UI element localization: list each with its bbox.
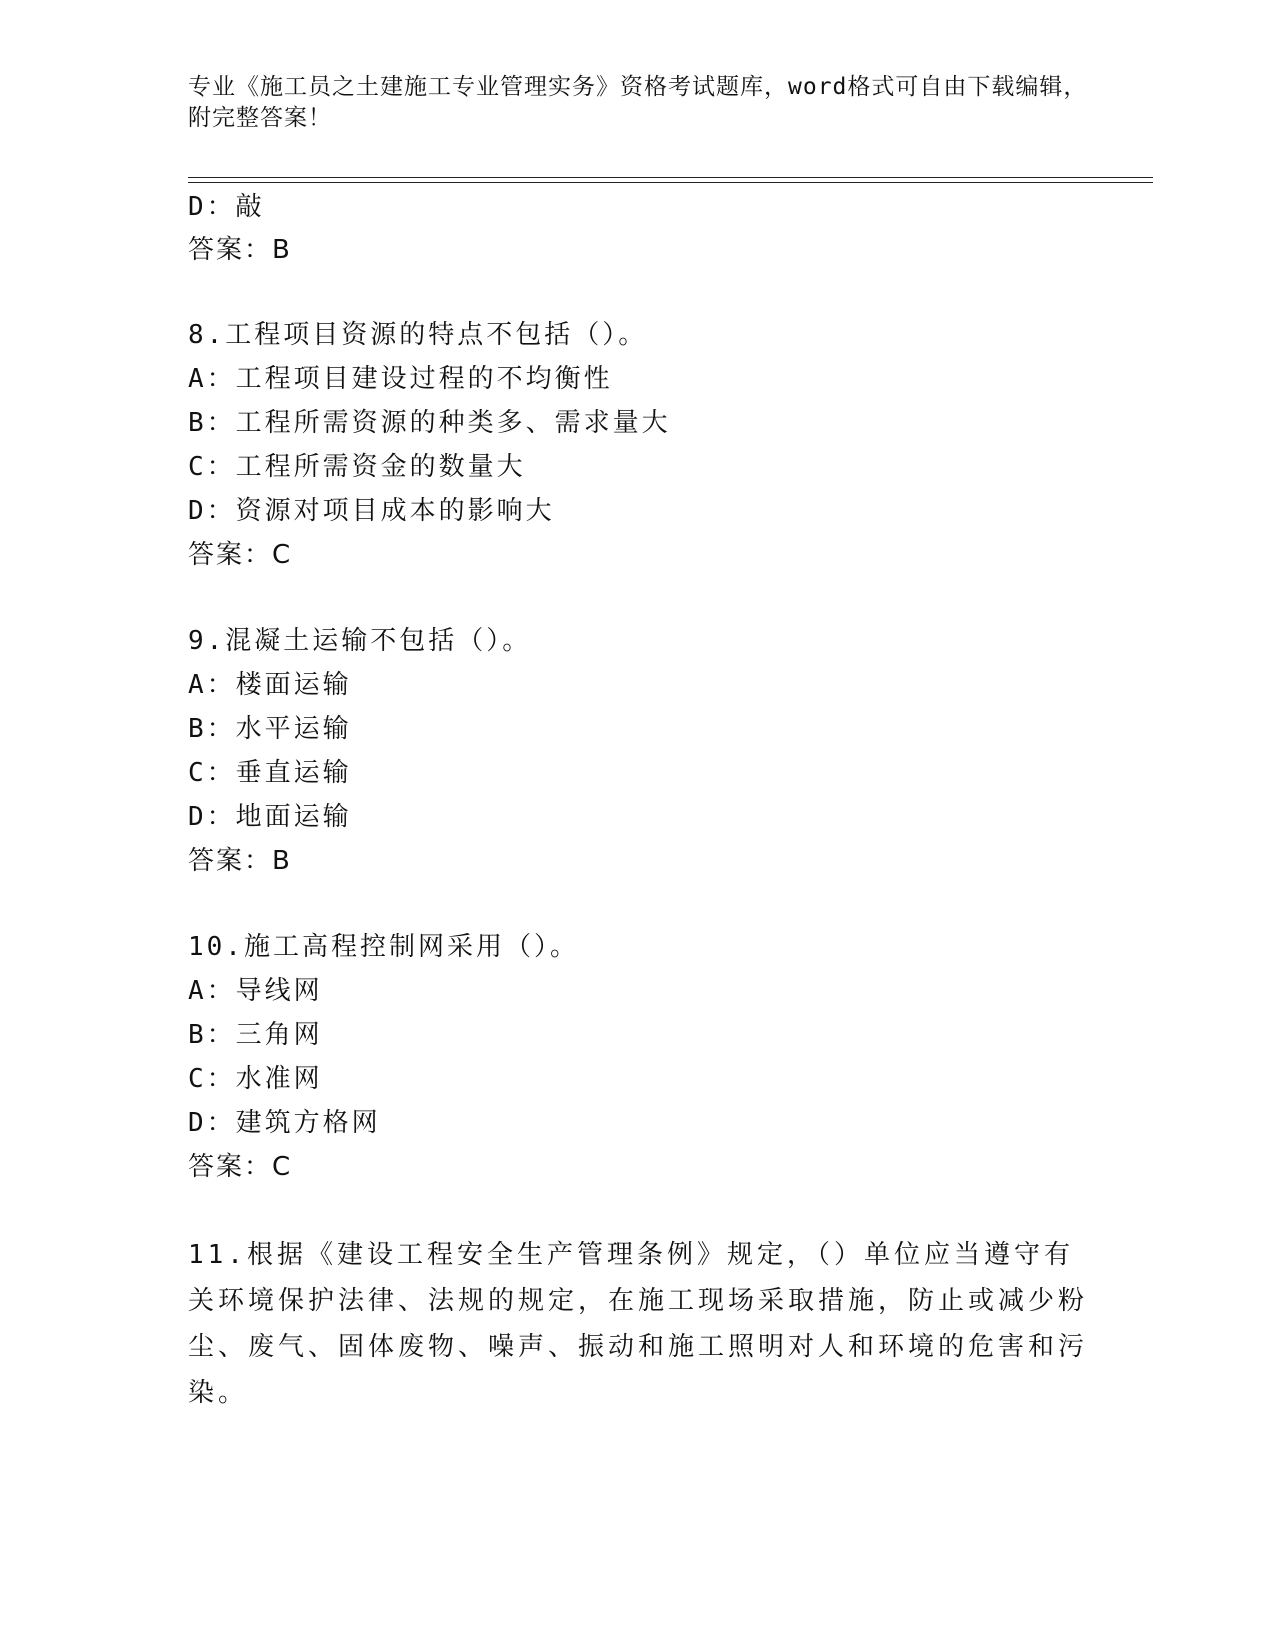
question-stem: 8.工程项目资源的特点不包括（）。 [188, 320, 648, 350]
option-c: C：水准网 [188, 1064, 323, 1094]
option-a: A：导线网 [188, 976, 323, 1006]
header-divider-top [188, 177, 1153, 178]
document-header: 专业《施工员之土建施工专业管理实务》资格考试题库，word格式可自由下载编辑，附完整答案！ [188, 74, 1088, 131]
option-c: C：垂直运输 [188, 758, 352, 788]
option-d: D：敲 [188, 192, 265, 222]
option-a: A：楼面运输 [188, 670, 352, 700]
option-d: D：资源对项目成本的影响大 [188, 496, 555, 526]
option-c: C：工程所需资金的数量大 [188, 452, 526, 482]
answer: 答案：B [188, 846, 292, 876]
option-a: A：工程项目建设过程的不均衡性 [188, 364, 613, 394]
option-b: B：工程所需资源的种类多、需求量大 [188, 408, 671, 438]
answer: 答案：C [188, 1152, 293, 1182]
option-b: B：三角网 [188, 1020, 323, 1050]
option-d: D：建筑方格网 [188, 1108, 381, 1138]
question-stem: 11.根据《建设工程安全生产管理条例》规定，（）单位应当遵守有关环境保护法律、法规的规定，在施工现场采取措施，防止或减少粉尘、废气、固体废物、噪声、振动和施工照明对人和环境的危害和污染。 [188, 1240, 1089, 1408]
answer: 答案：B [188, 235, 292, 265]
option-d: D：地面运输 [188, 802, 352, 832]
question-stem: 10.施工高程控制网采用（）。 [188, 932, 579, 962]
header-divider-bottom [188, 182, 1153, 183]
option-b: B：水平运输 [188, 714, 352, 744]
answer: 答案：C [188, 540, 293, 570]
question-stem: 9.混凝土运输不包括（）。 [188, 626, 532, 656]
